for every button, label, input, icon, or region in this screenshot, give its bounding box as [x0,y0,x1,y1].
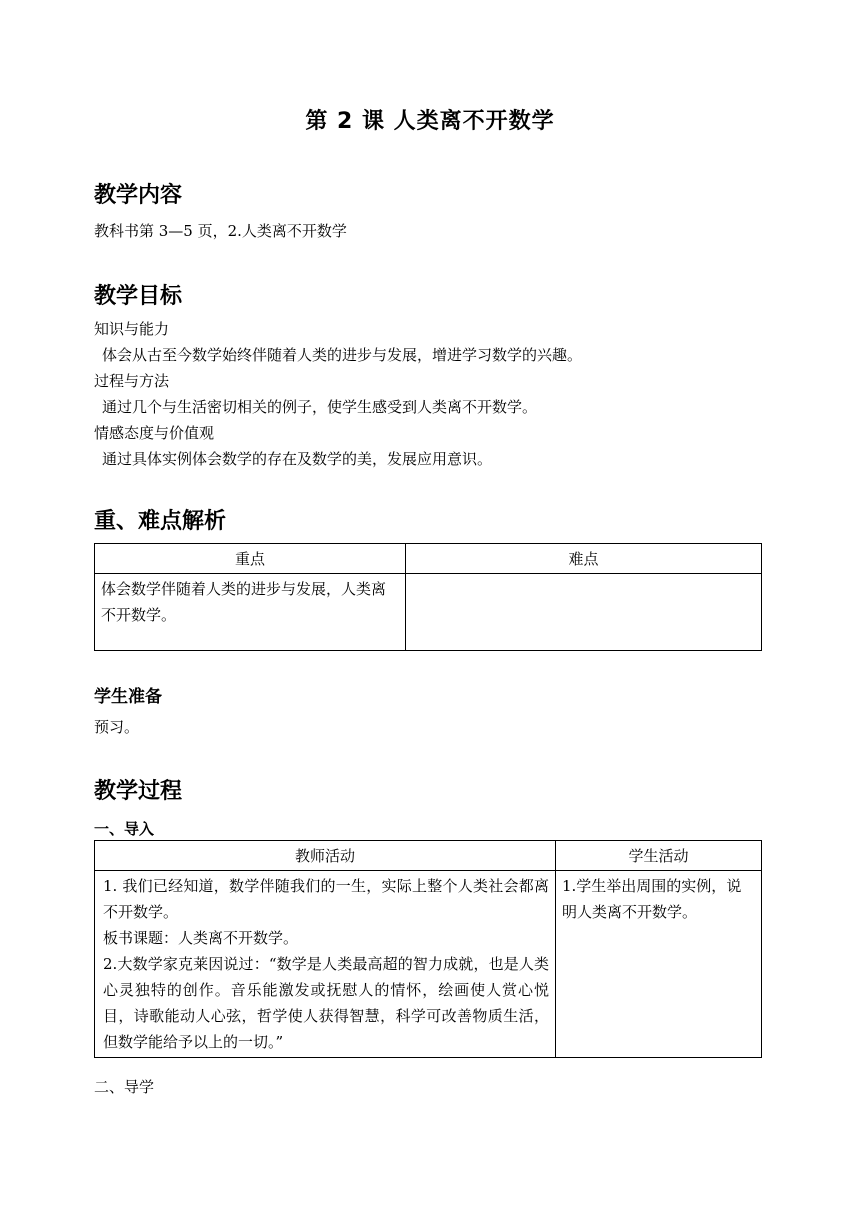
intro-header-student: 学生活动 [556,841,762,871]
goal-label-attitude: 情感态度与价值观 [94,424,215,442]
lesson-title: 第 2 课 人类离不开数学 [305,109,555,134]
teacher-line-2: 板书课题：人类离不开数学。 [103,929,299,947]
keypoints-cell-difficult [406,574,762,651]
teacher-line-1: 1. 我们已经知道，数学伴随我们的一生，实际上整个人类社会都离不开数学。 [103,877,549,921]
intro-cell-student: 1.学生举出周围的实例，说明人类离不开数学。 [556,871,762,1058]
goal-label-knowledge: 知识与能力 [94,320,170,338]
goal-text-knowledge: 体会从古至今数学始终伴随着人类的进步与发展，增进学习数学的兴趣。 [102,346,583,364]
keypoints-cell-key: 体会数学伴随着人类的进步与发展，人类离不开数学。 [95,574,406,651]
section-heading-goals: 教学目标 [94,284,183,309]
keypoints-table [94,543,762,651]
section-heading-process: 教学过程 [94,779,183,804]
keypoints-header-key: 重点 [95,544,406,574]
section-heading-keypoints: 重、难点解析 [94,509,227,534]
goal-text-attitude: 通过具体实例体会数学的存在及数学的美，发展应用意识。 [102,450,493,468]
section-heading-content: 教学内容 [94,183,183,208]
goal-label-process: 过程与方法 [94,372,170,390]
intro-activity-table [94,840,762,1058]
goal-text-process: 通过几个与生活密切相关的例子，使学生感受到人类离不开数学。 [102,398,538,416]
intro-cell-teacher [95,871,556,1058]
intro-header-teacher: 教师活动 [95,841,556,871]
section-heading-prep: 学生准备 [94,687,162,707]
content-text: 教科书第 3—5 页，2.人类离不开数学 [94,222,347,240]
process-part1-label: 一、导入 [94,820,155,838]
keypoints-header-difficult: 难点 [406,544,762,574]
teacher-line-3: 2.大数学家克莱因说过：“数学是人类最高超的智力成就，也是人类心灵独特的创作。音乐能激发或抚慰人的情怀，绘画使人赏心悦目，诗歌能动人心弦，哲学使人获得智慧，科学可改善物质生活，但数学能给予以上的一切。” [103,955,549,1051]
prep-text: 预习。 [94,718,140,736]
process-part2-label: 二、导学 [94,1078,155,1096]
